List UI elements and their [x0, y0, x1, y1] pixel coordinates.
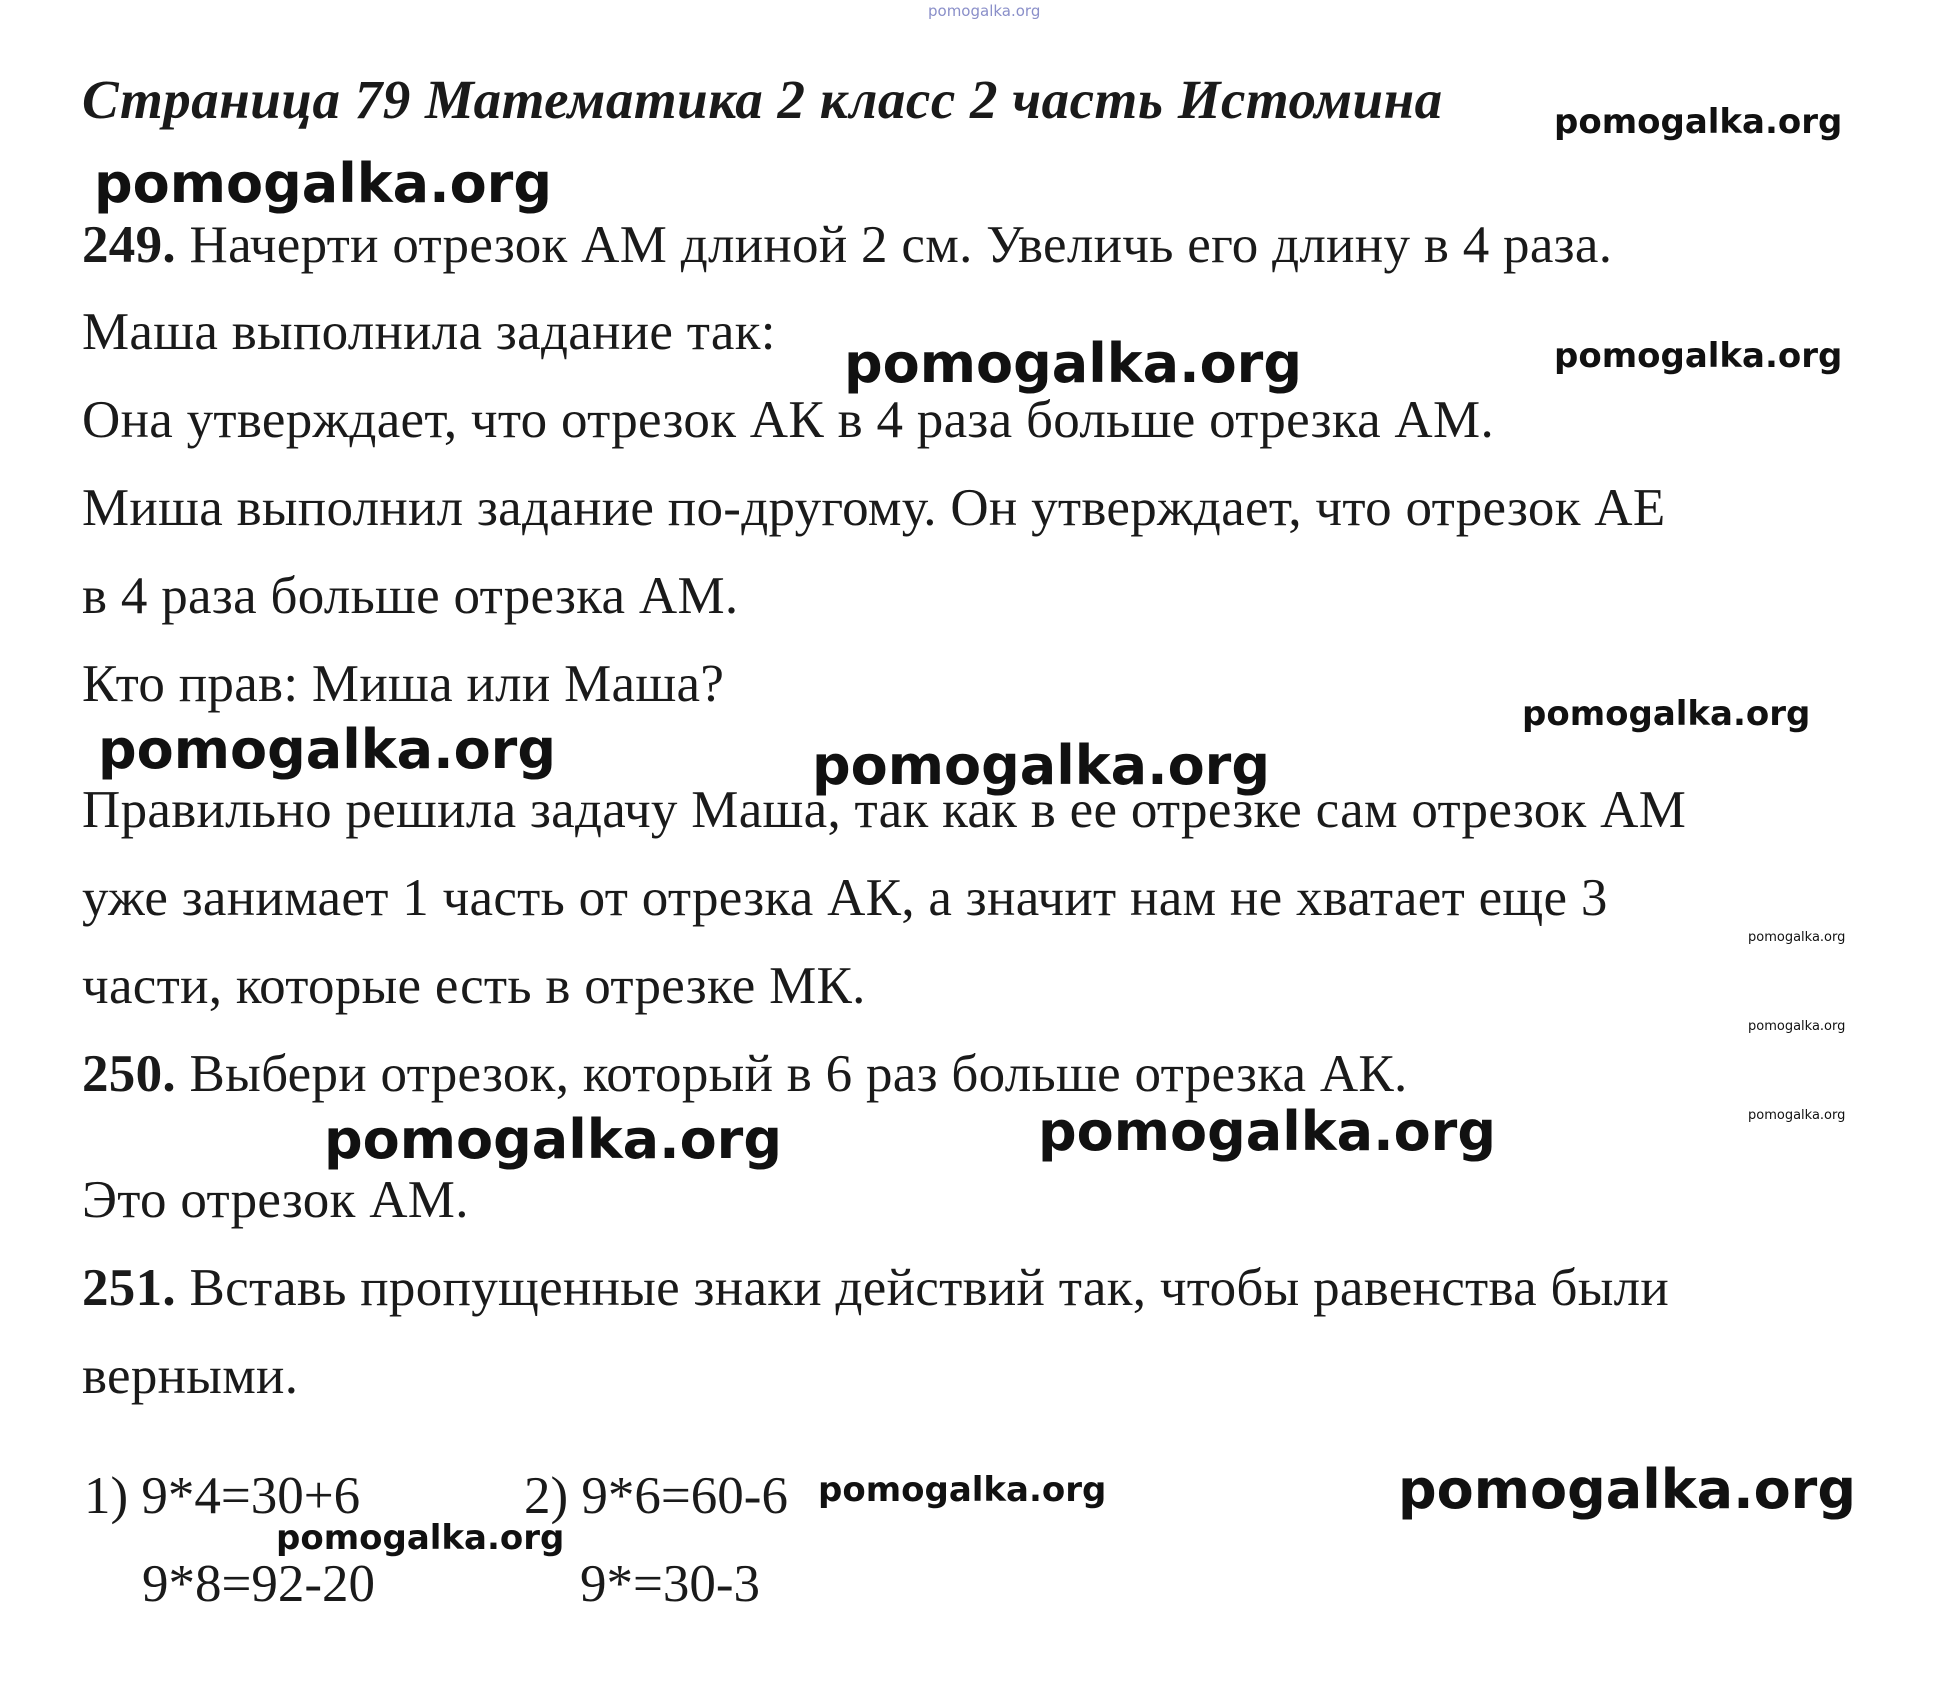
watermark: pomogalka.org	[818, 1470, 1107, 1510]
task-251-text-1: Вставь пропущенные знаки действий так, чтобы равенства были	[189, 1259, 1670, 1317]
page-title: Страница 79 Математика 2 класс 2 часть Истомина	[82, 69, 1443, 130]
equation-1a: 1) 9*4=30+6	[84, 1467, 361, 1525]
watermark: pomogalka.org	[812, 734, 1270, 797]
top-watermark: pomogalka.org	[928, 2, 1041, 20]
task-251-number: 251.	[82, 1259, 176, 1317]
watermark: pomogalka.org	[1398, 1458, 1856, 1521]
task-249-line-6: Кто прав: Миша или Маша?	[82, 655, 725, 713]
task-250-number: 250.	[82, 1045, 176, 1103]
watermark: pomogalka.org	[1748, 1019, 1846, 1034]
task-251-line-1	[82, 1258, 1669, 1318]
watermark: pomogalka.org	[324, 1108, 782, 1171]
equation-2a: 2) 9*6=60-6	[524, 1467, 788, 1525]
task-250-line-1	[82, 1044, 1408, 1104]
task-249-text-1: Начерти отрезок АМ длиной 2 см. Увеличь его длину в 4 раза.	[189, 216, 1613, 274]
watermark: pomogalka.org	[1038, 1100, 1496, 1163]
task-251-line-2: верными.	[82, 1347, 299, 1405]
task-249-answer-2: уже занимает 1 часть от отрезка АК, а значит нам не хватает еще 3	[82, 869, 1608, 927]
task-249-line-1	[82, 215, 1612, 275]
task-249-answer-1: Правильно решила задачу Маша, так как в ее отрезке сам отрезок АМ	[82, 781, 1687, 839]
watermark: pomogalka.org	[1748, 1108, 1846, 1123]
watermark: pomogalka.org	[844, 332, 1302, 395]
task-249-line-3: Она утверждает, что отрезок АК в 4 раза больше отрезка АМ.	[82, 391, 1494, 449]
watermark: pomogalka.org	[1554, 102, 1843, 142]
watermark: pomogalka.org	[98, 718, 556, 781]
watermark: pomogalka.org	[1748, 930, 1846, 945]
watermark: pomogalka.org	[94, 152, 552, 215]
equation-2b: 9*=30-3	[580, 1555, 761, 1613]
task-249-number: 249.	[82, 216, 176, 274]
task-249-answer-3: части, которые есть в отрезке МК.	[82, 957, 866, 1015]
task-250-text-1: Выбери отрезок, который в 6 раз больше отрезка АК.	[189, 1045, 1408, 1103]
task-249-line-5: в 4 раза больше отрезка АМ.	[82, 567, 739, 625]
watermark: pomogalka.org	[276, 1518, 565, 1558]
task-250-answer: Это отрезок АМ.	[82, 1171, 469, 1229]
equation-1b: 9*8=92-20	[142, 1555, 376, 1613]
task-249-line-2: Маша выполнила задание так:	[82, 303, 776, 361]
task-249-line-4: Миша выполнил задание по-другому. Он утверждает, что отрезок АЕ	[82, 479, 1666, 537]
watermark: pomogalka.org	[1554, 336, 1843, 376]
watermark: pomogalka.org	[1522, 694, 1811, 734]
